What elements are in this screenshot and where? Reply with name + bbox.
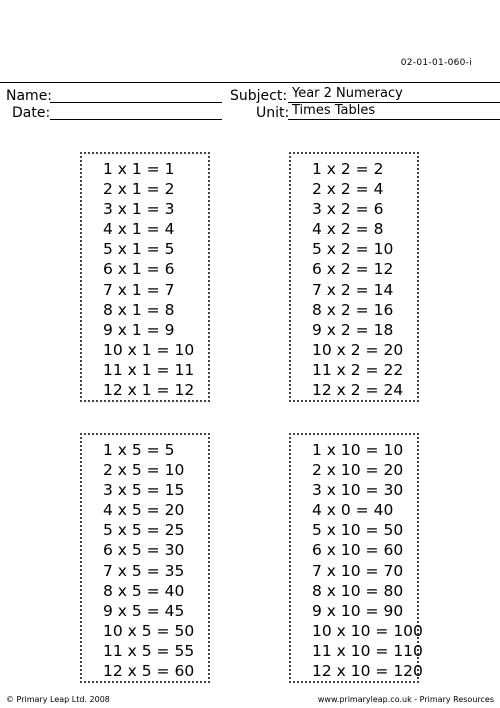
table-row: 7 x 2 = 14 [312,280,394,299]
subject-field [230,86,403,104]
header-divider [0,82,500,83]
table-row: 9 x 5 = 45 [103,601,185,620]
table-row: 4 x 1 = 4 [103,220,175,239]
footer-copyright: © Primary Leap Ltd. 2008 [6,695,110,704]
table-row: 8 x 1 = 8 [103,300,175,319]
table-row: 1 x 1 = 1 [103,160,175,178]
table-row: 6 x 1 = 6 [103,260,175,279]
table-row: 3 x 5 = 15 [103,481,185,500]
unit-label: Unit: [256,105,290,121]
table-row: 3 x 2 = 6 [312,200,384,219]
table-row: 11 x 1 = 11 [103,360,195,379]
unit-value: Times Tables [292,103,376,118]
table-row: 1 x 2 = 2 [312,160,384,178]
table-row: 5 x 5 = 25 [103,521,185,540]
table-row: 2 x 2 = 4 [312,180,384,199]
times-table-2 [289,152,419,402]
name-field [6,88,52,104]
name-input-line[interactable] [50,102,222,103]
table-row: 12 x 10 = 120 [312,662,423,681]
table-row: 1 x 10 = 10 [312,441,404,459]
table-row: 9 x 10 = 90 [312,601,404,620]
table-row: 6 x 10 = 60 [312,541,404,560]
table-row: 10 x 2 = 20 [312,340,404,359]
times-table-10 [289,433,423,683]
table-row: 5 x 10 = 50 [312,521,404,540]
table-row: 7 x 10 = 70 [312,561,404,580]
table-row: 11 x 10 = 110 [312,641,423,660]
table-row: 6 x 2 = 12 [312,260,394,279]
table-row: 10 x 5 = 50 [103,621,195,640]
table-row: 5 x 1 = 5 [103,240,175,259]
table-row: 11 x 2 = 22 [312,360,404,379]
subject-label: Subject: [230,88,288,104]
table-row: 1 x 5 = 5 [103,441,175,459]
table-row: 10 x 1 = 10 [103,340,195,359]
table-row: 10 x 10 = 100 [312,621,423,640]
times-table-5 [80,433,210,683]
table-row: 12 x 2 = 24 [312,381,404,400]
table-row: 9 x 1 = 9 [103,320,175,339]
table-row: 2 x 10 = 20 [312,461,404,480]
table-row: 7 x 5 = 35 [103,561,185,580]
unit-field [256,103,376,121]
footer-site: www.primaryleap.co.uk - Primary Resources [317,695,494,704]
date-input-line[interactable] [50,119,222,120]
times-table-1 [80,152,210,402]
table-row: 4 x 2 = 8 [312,220,384,239]
date-field [12,105,50,121]
table-row: 3 x 10 = 30 [312,481,404,500]
table-row: 7 x 1 = 7 [103,280,175,299]
unit-line [288,119,500,120]
table-row: 8 x 10 = 80 [312,581,404,600]
table-row: 2 x 5 = 10 [103,461,185,480]
table-row: 11 x 5 = 55 [103,641,195,660]
table-row: 2 x 1 = 2 [103,180,175,199]
table-row: 8 x 5 = 40 [103,581,185,600]
table-row: 8 x 2 = 16 [312,300,394,319]
table-row: 12 x 1 = 12 [103,381,195,400]
table-row: 5 x 2 = 10 [312,240,394,259]
table-row: 9 x 2 = 18 [312,320,394,339]
date-label: Date: [12,105,51,121]
table-row: 4 x 5 = 20 [103,501,185,520]
name-label: Name: [6,88,53,104]
subject-value: Year 2 Numeracy [292,86,403,101]
worksheet-code: 02-01-01-060-i [400,58,472,68]
table-row: 6 x 5 = 30 [103,541,185,560]
table-row: 4 x 0 = 40 [312,501,394,520]
table-row: 3 x 1 = 3 [103,200,175,219]
table-row: 12 x 5 = 60 [103,662,195,681]
